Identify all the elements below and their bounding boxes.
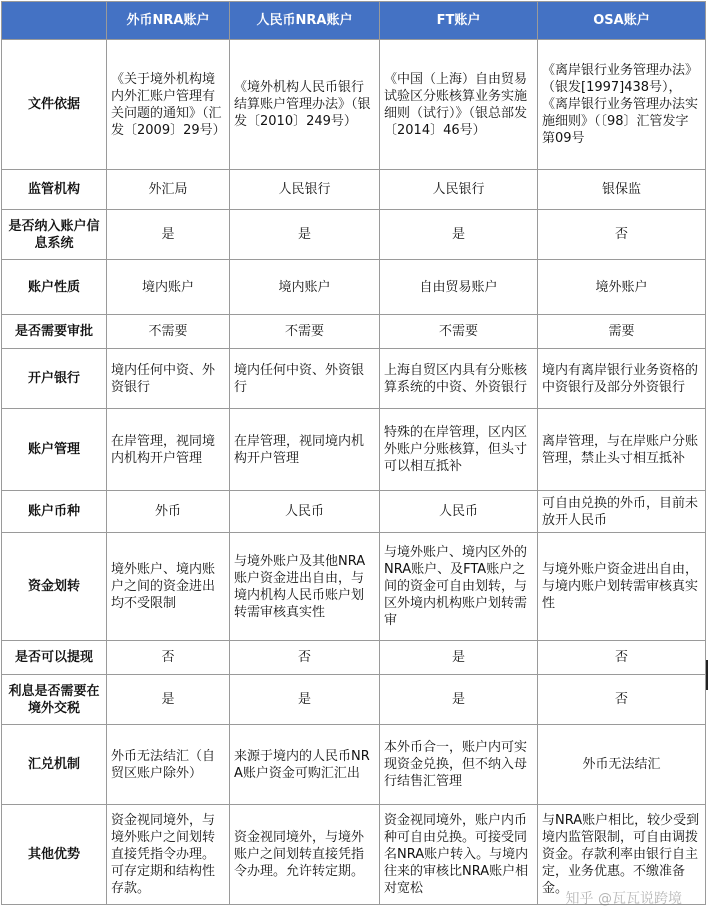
table-cell: 是: [107, 675, 230, 725]
table-cell: 人民币: [230, 491, 380, 533]
col-header-rmb-nra: 人民币NRA账户: [230, 2, 380, 40]
row-label-interest-tax: 利息是否需要在境外交税: [2, 675, 107, 725]
table-cell: 境内任何中资、外资银行: [230, 349, 380, 409]
table-cell: 是: [380, 210, 538, 260]
header-row: [2, 2, 706, 40]
table-cell: 否: [538, 210, 706, 260]
table-cell: 不需要: [107, 315, 230, 349]
table-cell: 与境外账户及其他NRA账户资金进出自由，与境内机构人民币账户划转需审核真实性: [230, 533, 380, 641]
table-cell: 《离岸银行业务管理办法》（银发[1997]438号），《离岸银行业务管理办法实施细则》（〔98〕汇管发字第09号: [538, 40, 706, 170]
watermark: 知乎 @瓦瓦说跨境: [565, 891, 682, 907]
header-corner: [2, 2, 107, 40]
table-cell: 与境外账户、境内区外的NRA账户、及FTA账户之间的资金可自由划转，与区外境内机构账户划转需审: [380, 533, 538, 641]
table-cell: 人民币: [380, 491, 538, 533]
row-label-exchange: 汇兑机制: [2, 725, 107, 805]
table-cell: 本外币合一，账户内可实现资金兑换，但不纳入母行结售汇管理: [380, 725, 538, 805]
row-label-bank: 开户银行: [2, 349, 107, 409]
comparison-table: [1, 1, 706, 905]
row-label-account-system: 是否纳入账户信息系统: [2, 210, 107, 260]
table-cell: 是: [107, 210, 230, 260]
row-label-document-basis: 文件依据: [2, 40, 107, 170]
table-row: [2, 210, 706, 260]
col-header-foreign-nra: 外币NRA账户: [107, 2, 230, 40]
table-cell: 是: [380, 675, 538, 725]
table-cell: 资金视同境外，账户内币种可自由兑换。可接受同名NRA账户转入。与境内往来的审核比NRA账户相对宽松: [380, 805, 538, 905]
table-row: [2, 170, 706, 210]
table-cell: 否: [538, 641, 706, 675]
table-cell: 外汇局: [107, 170, 230, 210]
table-cell: 自由贸易账户: [380, 260, 538, 315]
table-cell: 资金视同境外，与境外账户之间划转直接凭指令办理。可存定期和结构性存款。: [107, 805, 230, 905]
table-row: [2, 349, 706, 409]
row-label-approval: 是否需要审批: [2, 315, 107, 349]
table-cell: 否: [230, 641, 380, 675]
table-cell: 是: [380, 641, 538, 675]
table-cell: 外币: [107, 491, 230, 533]
table-cell: 境外账户、境内账户之间的资金进出均不受限制: [107, 533, 230, 641]
table-cell: 资金视同境外，与境外账户之间划转直接凭指令办理。允许转定期。: [230, 805, 380, 905]
row-label-account-management: 账户管理: [2, 409, 107, 491]
table-cell: 来源于境内的人民币NRA账户资金可购汇汇出: [230, 725, 380, 805]
table-row: [2, 260, 706, 315]
table-cell: 境内账户: [230, 260, 380, 315]
col-header-osa: OSA账户: [538, 2, 706, 40]
table-cell: 否: [538, 675, 706, 725]
table-cell: 《中国（上海）自由贸易试验区分账核算业务实施细则（试行）》（银总部发〔2014〕46号）: [380, 40, 538, 170]
table-row: [2, 641, 706, 675]
table-cell: 不需要: [230, 315, 380, 349]
col-header-ft: FT账户: [380, 2, 538, 40]
table-cell: 人民银行: [230, 170, 380, 210]
table-cell: 与境外账户资金进出自由，与境内账户划转需审核真实性: [538, 533, 706, 641]
row-label-currency: 账户币种: [2, 491, 107, 533]
table-row: [2, 675, 706, 725]
row-label-account-nature: 账户性质: [2, 260, 107, 315]
table-cell: 人民银行: [380, 170, 538, 210]
table-cell: 境内账户: [107, 260, 230, 315]
table-cell: 在岸管理，视同境内机构开户管理: [107, 409, 230, 491]
table-cell: 外币无法结汇（自贸区账户除外）: [107, 725, 230, 805]
table-cell: 需要: [538, 315, 706, 349]
row-label-other-advantages: 其他优势: [2, 805, 107, 905]
table-cell: 可自由兑换的外币，目前未放开人民币: [538, 491, 706, 533]
table-cell: 否: [107, 641, 230, 675]
table-cell: 是: [230, 675, 380, 725]
table-cell: 离岸管理，与在岸账户分账管理，禁止头寸相互抵补: [538, 409, 706, 491]
row-label-cash-withdrawal: 是否可以提现: [2, 641, 107, 675]
table-cell: 是: [230, 210, 380, 260]
table-row: [2, 409, 706, 491]
table-cell: 境内任何中资、外资银行: [107, 349, 230, 409]
table-row: [2, 40, 706, 170]
table-row: [2, 315, 706, 349]
row-label-regulator: 监管机构: [2, 170, 107, 210]
table-cell: 与NRA账户相比，较少受到境内监管限制，可自由调拨资金。存款利率由银行自主定，业务优惠。不缴准备金。: [538, 805, 706, 905]
table-cell: 《境外机构人民币银行结算账户管理办法》（银发〔2010〕249号）: [230, 40, 380, 170]
table-cell: 银保监: [538, 170, 706, 210]
table-row: [2, 725, 706, 805]
table-row: [2, 533, 706, 641]
table-cell: 境内有离岸银行业务资格的中资银行及部分外资银行: [538, 349, 706, 409]
row-label-fund-transfer: 资金划转: [2, 533, 107, 641]
table-cell: 在岸管理，视同境内机构开户管理: [230, 409, 380, 491]
table-cell: 《关于境外机构境内外汇账户管理有关问题的通知》（汇发〔2009〕29号）: [107, 40, 230, 170]
table-cell: 上海自贸区内具有分账核算系统的中资、外资银行: [380, 349, 538, 409]
table-cell: 境外账户: [538, 260, 706, 315]
table-cell: 不需要: [380, 315, 538, 349]
table-cell: 外币无法结汇: [538, 725, 706, 805]
table-cell: 特殊的在岸管理，区内区外账户分账核算，但头寸可以相互抵补: [380, 409, 538, 491]
table-row: [2, 491, 706, 533]
